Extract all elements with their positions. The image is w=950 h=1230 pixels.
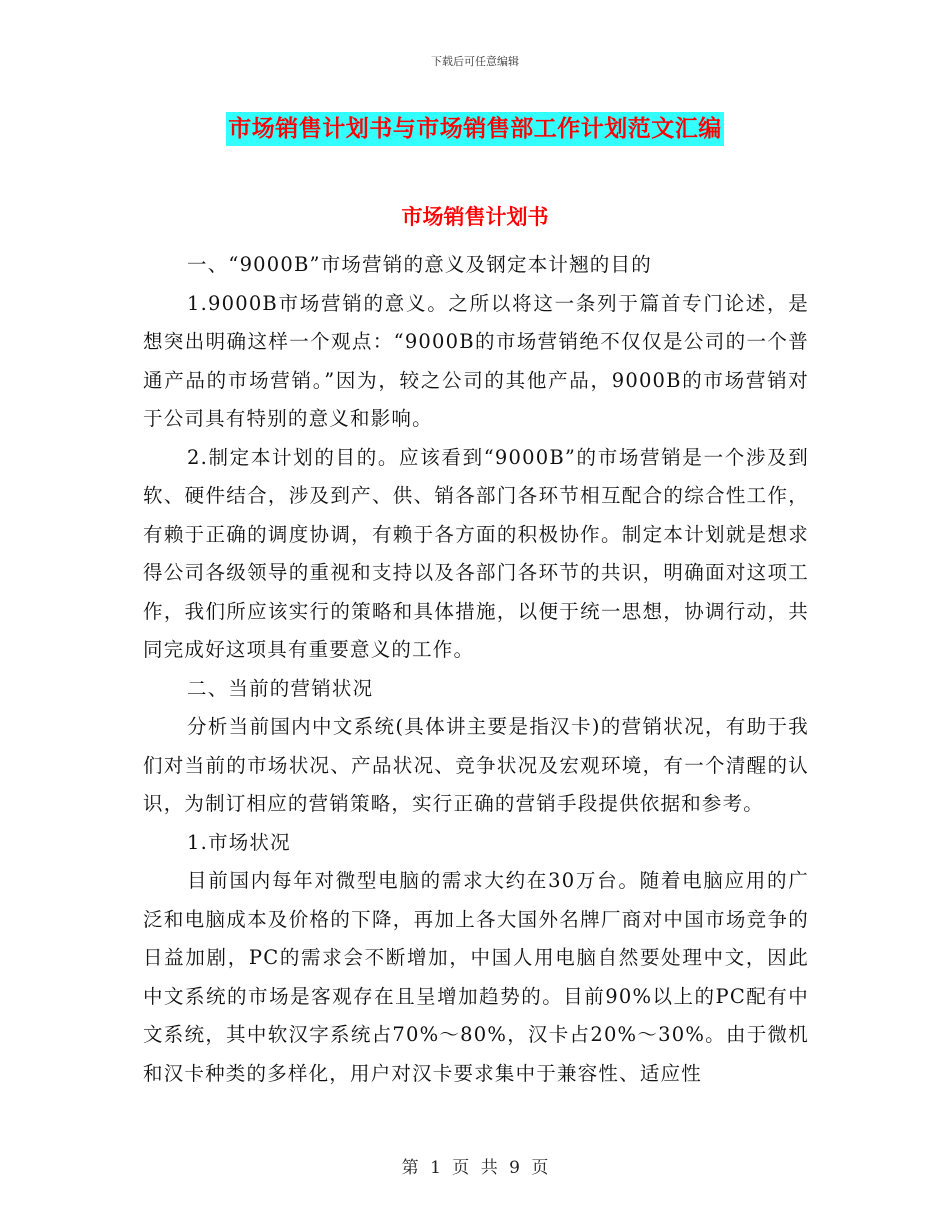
paragraph-1: 1.9000B市场营销的意义。之所以将这一条列于篇首专门论述，是想突出明确这样一个观点：“9000B的市场营销绝不仅仅是公司的一个普通产品的市场营销。”因为，较之公司的其他产品，9000B的市场营销对于公司具有特别的意义和影响。 bbox=[143, 291, 809, 430]
sub-title: 市场销售计划书 bbox=[401, 204, 549, 229]
subsection-heading-market: 1.市场状况 bbox=[187, 830, 291, 854]
paragraph-3: 分析当前国内中文系统(具体讲主要是指汉卡)的营销状况，有助于我们对当前的市场状况、产品状况、竞争状况及宏观环境，有一个清醒的认识，为制订相应的营销策略，实行正确的营销手段提供依据和参考。 bbox=[143, 715, 809, 815]
main-title-container bbox=[0, 112, 950, 146]
paragraph-4: 目前国内每年对微型电脑的需求大约在30万台。随着电脑应用的广泛和电脑成本及价格的下降，再加上各大国外名牌厂商对中国市场竞争的日益加剧，PC的需求会不断增加，中国人用电脑自然要处理中文，因此中文系统的市场是客观存在且呈增加趋势的。目前90%以上的PC配有中文系统，其中软汉字系统占70%～80%，汉卡占20%～30%。由于微机和汉卡种类的多样化，用户对汉卡要求集中于兼容性、适应性 bbox=[143, 869, 809, 1085]
main-title: 市场销售计划书与市场销售部工作计划范文汇编 bbox=[226, 112, 724, 146]
section-heading-1: 一、“9000B”市场营销的意义及钢定本计翘的目的 bbox=[187, 253, 652, 276]
header-note: 下载后可任意编辑 bbox=[431, 55, 519, 68]
document-body bbox=[143, 246, 809, 1093]
section-heading-2: 二、当前的营销状况 bbox=[187, 676, 374, 700]
page-footer: 第 1 页 共 9 页 bbox=[401, 1158, 549, 1178]
paragraph-2: 2.制定本计划的目的。应该看到“9000B”的市场营销是一个涉及到软、硬件结合，涉及到产、供、销各部门各环节相互配合的综合性工作，有赖于正确的调度协调，有赖于各方面的积极协作。制定本计划就是想求得公司各级领导的重视和支持以及各部门各环节的共识，明确面对这项工作，我们所应该实行的策略和具体措施，以便于统一思想，协调行动，共同完成好这项具有重要意义的工作。 bbox=[143, 445, 809, 661]
